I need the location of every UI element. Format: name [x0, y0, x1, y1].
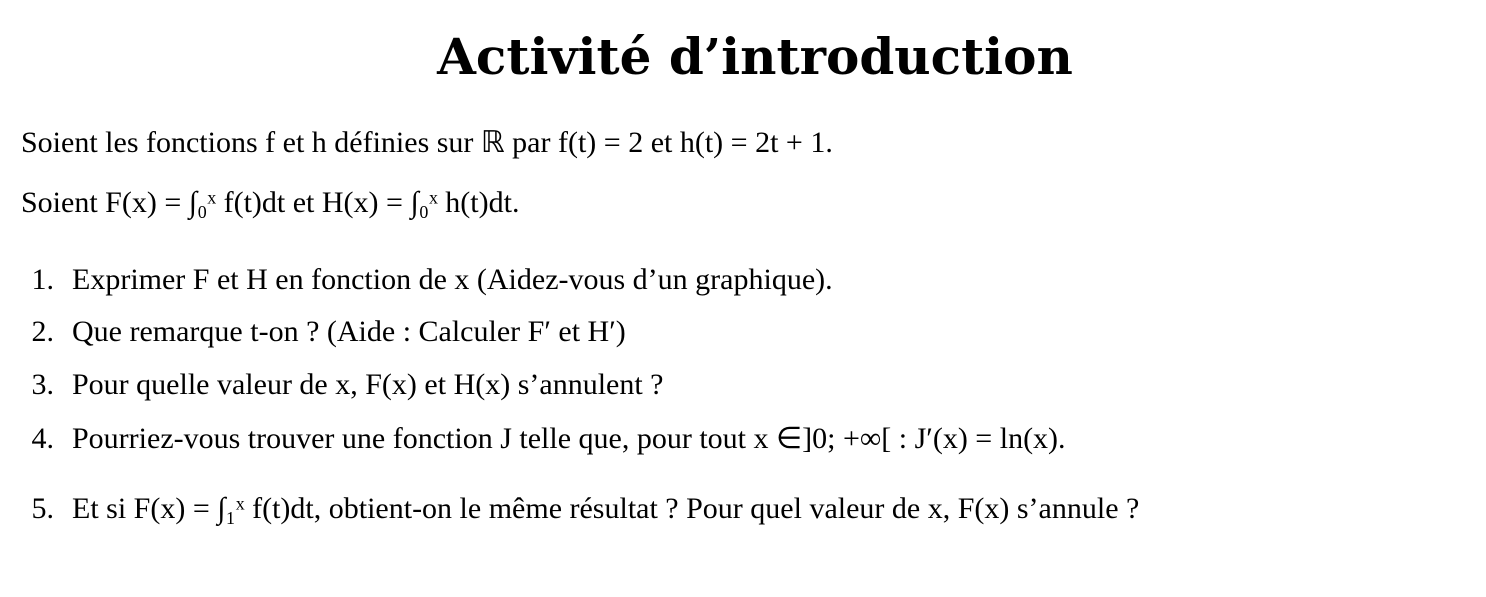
intro-line-2: Soient F(x) = ∫₀ˣ f(t)dt et H(x) = ∫₀ˣ h(t)dt.	[21, 186, 520, 219]
item-number: 2.	[31, 315, 54, 348]
item-number: 1.	[31, 263, 54, 296]
list-item	[0, 491, 1486, 531]
list-item	[0, 262, 1486, 302]
intro-line-1: Soient les fonctions f et h définies sur ℝ par f(t) = 2 et h(t) = 2t + 1.	[21, 126, 833, 159]
page-title: Activité d’introduction	[437, 27, 1073, 86]
item-text: Que remarque t-on ? (Aide : Calculer F′ et H′)	[72, 315, 626, 348]
list-item	[0, 421, 1486, 461]
list-item	[0, 367, 1486, 407]
item-text: Pour quelle valeur de x, F(x) et H(x) s’annulent ?	[72, 368, 664, 401]
item-number: 3.	[31, 368, 54, 401]
item-text: Exprimer F et H en fonction de x (Aidez-vous d’un graphique).	[72, 263, 833, 296]
item-number: 5.	[31, 492, 54, 525]
item-number: 4.	[31, 422, 54, 455]
item-text: Et si F(x) = ∫₁ˣ f(t)dt, obtient-on le même résultat ? Pour quel valeur de x, F(x) s’annule ?	[72, 492, 1140, 525]
item-text: Pourriez-vous trouver une fonction J telle que, pour tout x ∈]0; +∞[ : J′(x) = ln(x).	[72, 422, 1066, 455]
list-item	[0, 314, 1486, 354]
